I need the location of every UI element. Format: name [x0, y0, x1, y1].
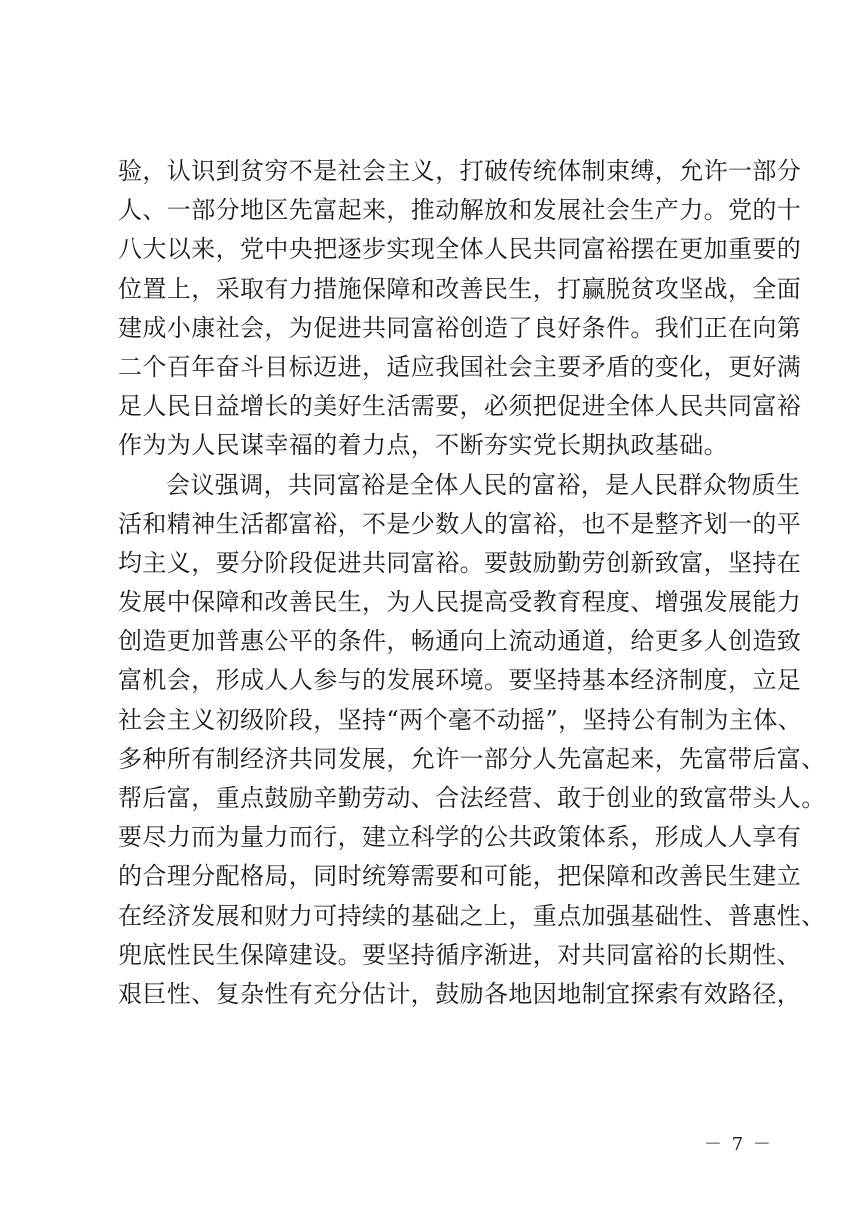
- text-line: 的合理分配格局，同时统筹需要和可能，把保障和改善民生建立: [118, 862, 802, 891]
- text-line: 足人民日益增长的美好生活需要，必须把促进全体人民共同富裕: [118, 392, 802, 421]
- text-line: 八大以来，党中央把逐步实现全体人民共同富裕摆在更加重要的: [118, 235, 802, 264]
- paragraph-2: [118, 466, 826, 1015]
- text-line: 活和精神生活都富裕，不是少数人的富裕，也不是整齐划一的平: [118, 509, 802, 538]
- text-line: 发展中保障和改善民生，为人民提高受教育程度、增强发展能力: [118, 588, 802, 617]
- text-line: 均主义，要分阶段促进共同富裕。要鼓励勤劳创新致富，坚持在: [118, 548, 802, 577]
- text-line: 在经济发展和财力可持续的基础之上，重点加强基础性、普惠性、: [118, 901, 826, 930]
- text-line: 多种所有制经济共同发展，允许一部分人先富起来，先富带后富、: [118, 744, 826, 773]
- text-line: 富机会，形成人人参与的发展环境。要坚持基本经济制度，立足: [118, 666, 802, 695]
- text-line: 位置上，采取有力措施保障和改善民生，打赢脱贫攻坚战，全面: [118, 274, 802, 303]
- text-line: 验，认识到贫穷不是社会主义，打破传统体制束缚，允许一部分: [118, 157, 802, 185]
- text-line: 作为为人民谋幸福的着力点，不断夯实党长期执政基础。: [118, 431, 728, 460]
- text-line: 二个百年奋斗目标迈进，适应我国社会主要矛盾的变化，更好满: [118, 352, 802, 381]
- text-line: 社会主义初级阶段，坚持“两个毫不动摇”，坚持公有制为主体、: [118, 705, 803, 734]
- text-line: 艰巨性、复杂性有充分估计，鼓励各地因地制宜探索有效路径，: [118, 979, 802, 1008]
- text-line: 人、一部分地区先富起来，推动解放和发展社会生产力。党的十: [118, 196, 802, 225]
- page-number: － 7 －: [704, 1134, 773, 1155]
- document-body: [118, 152, 826, 1014]
- paragraph-1: [118, 152, 802, 466]
- text-line: 要尽力而为量力而行，建立科学的公共政策体系，形成人人享有: [118, 823, 802, 852]
- text-line: 创造更加普惠公平的条件，畅通向上流动通道，给更多人创造致: [118, 627, 802, 656]
- text-line: 建成小康社会，为促进共同富裕创造了良好条件。我们正在向第: [118, 313, 802, 342]
- text-line: 会议强调，共同富裕是全体人民的富裕，是人民群众物质生: [166, 470, 801, 499]
- text-line: 帮后富，重点鼓励辛勤劳动、合法经营、敢于创业的致富带头人。: [118, 784, 826, 812]
- text-line: 兜底性民生保障建设。要坚持循序渐进，对共同富裕的长期性、: [118, 940, 802, 969]
